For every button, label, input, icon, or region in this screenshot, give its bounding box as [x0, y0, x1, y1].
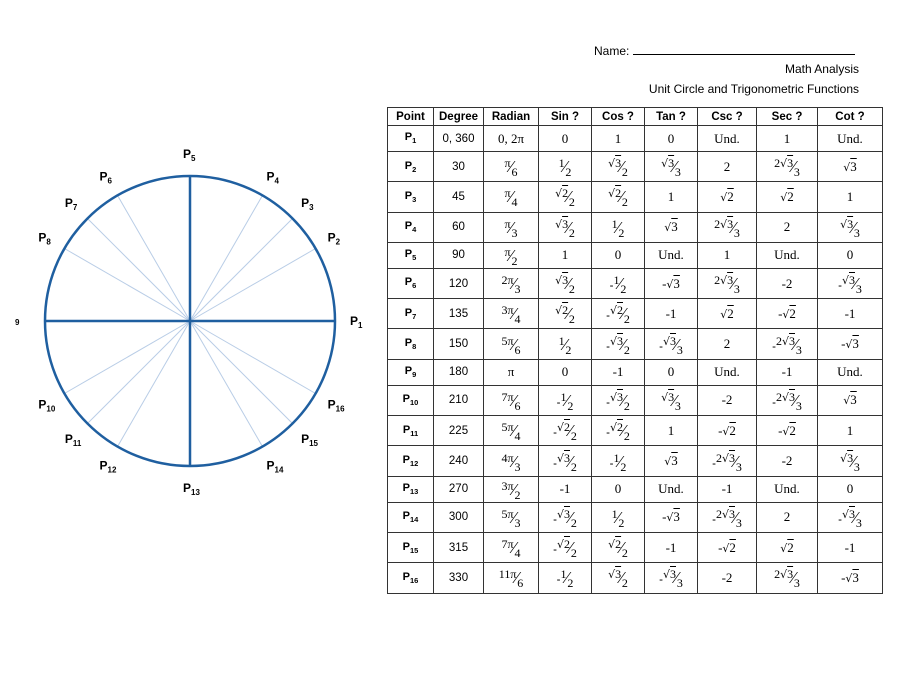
value-cell: √3⁄2 [539, 268, 592, 298]
value-cell: Und. [818, 126, 883, 152]
value-cell: √2 [757, 182, 818, 212]
value-cell: Und. [818, 359, 883, 385]
value-cell: 1 [645, 416, 698, 446]
circle-point-label: $P_{13}$ [183, 481, 200, 497]
value-cell: 0 [645, 126, 698, 152]
radian-cell: π⁄2 [484, 242, 539, 268]
value-cell: Und. [645, 242, 698, 268]
value-cell: -1 [818, 532, 883, 562]
point-cell: $P_5$ [388, 242, 434, 268]
table-row [388, 268, 883, 298]
radian-cell: 3π⁄4 [484, 299, 539, 329]
value-cell: Und. [645, 476, 698, 502]
circle-point-label: $P_{15}$ [301, 432, 319, 449]
value-cell: -√3 [818, 329, 883, 359]
degree-cell: 210 [434, 385, 484, 415]
value-cell: -√3⁄2 [592, 329, 645, 359]
degree-cell: 60 [434, 212, 484, 242]
table-row [388, 416, 883, 446]
value-cell: -√3⁄2 [539, 502, 592, 532]
point-cell: $P_{12}$ [388, 446, 434, 476]
value-cell: √3⁄2 [592, 152, 645, 182]
radian-cell: 5π⁄3 [484, 502, 539, 532]
guide-line-300 [190, 321, 263, 447]
table-row [388, 182, 883, 212]
value-cell: 2 [698, 152, 757, 182]
value-cell: -√3⁄2 [539, 446, 592, 476]
degree-cell: 150 [434, 329, 484, 359]
degree-cell: 180 [434, 359, 484, 385]
value-cell: -√2 [757, 416, 818, 446]
value-cell: -√3⁄3 [818, 268, 883, 298]
value-cell: 1 [818, 182, 883, 212]
table-row [388, 359, 883, 385]
guide-line-45 [190, 218, 293, 321]
circle-point-label: $P_3$ [301, 195, 314, 212]
radian-cell: 7π⁄6 [484, 385, 539, 415]
degree-cell: 0, 360 [434, 126, 484, 152]
value-cell: -1 [698, 476, 757, 502]
circle-point-label: $P_7$ [64, 195, 78, 212]
value-cell: 0 [818, 476, 883, 502]
guide-line-30 [190, 249, 316, 322]
column-header: Cos ? [592, 108, 645, 126]
column-header: Cot ? [818, 108, 883, 126]
value-cell: √3 [645, 212, 698, 242]
value-cell: √3⁄3 [645, 385, 698, 415]
value-cell: √3⁄2 [539, 212, 592, 242]
name-blank-line[interactable] [633, 42, 855, 55]
circle-point-label: $P_8$ [38, 230, 51, 247]
radian-cell: π [484, 359, 539, 385]
guide-line-150 [64, 249, 190, 322]
value-cell: -2√3⁄3 [698, 502, 757, 532]
guide-line-135 [87, 218, 190, 321]
value-cell: -2 [757, 446, 818, 476]
degree-cell: 225 [434, 416, 484, 446]
point-cell: $P_8$ [388, 329, 434, 359]
value-cell: √2 [757, 532, 818, 562]
table-row [388, 385, 883, 415]
point-cell: $P_{11}$ [388, 416, 434, 446]
value-cell: 2 [757, 212, 818, 242]
radian-cell: 11π⁄6 [484, 563, 539, 593]
point-cell: $P_{14}$ [388, 502, 434, 532]
value-cell: Und. [698, 126, 757, 152]
value-cell: 1⁄2 [592, 212, 645, 242]
value-cell: -1⁄2 [592, 268, 645, 298]
radian-cell: 5π⁄4 [484, 416, 539, 446]
value-cell: -1 [757, 359, 818, 385]
trig-values-table [387, 107, 883, 594]
degree-cell: 300 [434, 502, 484, 532]
value-cell: √3⁄3 [818, 212, 883, 242]
value-cell: Und. [757, 476, 818, 502]
table-row [388, 446, 883, 476]
circle-point-label: $P_4$ [266, 169, 279, 186]
value-cell: √3⁄3 [645, 152, 698, 182]
point-cell: $P_1$ [388, 126, 434, 152]
column-header: Sin ? [539, 108, 592, 126]
table-row [388, 563, 883, 593]
value-cell: -√3⁄2 [592, 385, 645, 415]
value-cell: 2√3⁄3 [757, 152, 818, 182]
value-cell: √3 [818, 152, 883, 182]
value-cell: -√3 [645, 502, 698, 532]
value-cell: 0 [645, 359, 698, 385]
value-cell: √2⁄2 [539, 182, 592, 212]
value-cell: -2√3⁄3 [757, 385, 818, 415]
value-cell: 1 [757, 126, 818, 152]
degree-cell: 135 [434, 299, 484, 329]
value-cell: 1 [539, 242, 592, 268]
degree-cell: 30 [434, 152, 484, 182]
circle-point-label: $P_{16}$ [327, 397, 345, 414]
value-cell: 0 [539, 359, 592, 385]
degree-cell: 120 [434, 268, 484, 298]
course-title: Math Analysis [784, 62, 859, 76]
value-cell: -1 [539, 476, 592, 502]
value-cell: -√2⁄2 [539, 532, 592, 562]
radian-cell: 3π⁄2 [484, 476, 539, 502]
guide-line-120 [118, 195, 191, 321]
value-cell: 1 [592, 126, 645, 152]
radian-cell: π⁄4 [484, 182, 539, 212]
value-cell: √2⁄2 [539, 299, 592, 329]
value-cell: 1 [818, 416, 883, 446]
table-body [388, 126, 883, 594]
value-cell: √3 [818, 385, 883, 415]
point-cell: $P_{13}$ [388, 476, 434, 502]
point-cell: $P_6$ [388, 268, 434, 298]
value-cell: -1⁄2 [539, 385, 592, 415]
value-cell: √2 [698, 182, 757, 212]
value-cell: -√3 [818, 563, 883, 593]
value-cell: 2√3⁄3 [757, 563, 818, 593]
worksheet-title: Unit Circle and Trigonometric Functions [648, 82, 859, 96]
degree-cell: 90 [434, 242, 484, 268]
value-cell: 2√3⁄3 [698, 212, 757, 242]
name-field[interactable] [594, 42, 855, 58]
value-cell: -2 [757, 268, 818, 298]
point-cell: $P_9$ [388, 359, 434, 385]
radian-cell: 2π⁄3 [484, 268, 539, 298]
circle-point-label: $P_{11}$ [64, 432, 82, 449]
value-cell: -√2⁄2 [539, 416, 592, 446]
point-cell: $P_3$ [388, 182, 434, 212]
column-header: Csc ? [698, 108, 757, 126]
degree-cell: 240 [434, 446, 484, 476]
radian-cell: 4π⁄3 [484, 446, 539, 476]
value-cell: Und. [698, 359, 757, 385]
value-cell: 1 [698, 242, 757, 268]
radian-cell: 7π⁄4 [484, 532, 539, 562]
value-cell: -1⁄2 [539, 563, 592, 593]
value-cell: -√2 [698, 416, 757, 446]
radian-cell: 0, 2π [484, 126, 539, 152]
table-row [388, 532, 883, 562]
value-cell: -√2 [698, 532, 757, 562]
degree-cell: 270 [434, 476, 484, 502]
value-cell: -1 [645, 299, 698, 329]
value-cell: -√3⁄3 [645, 563, 698, 593]
value-cell: √2 [698, 299, 757, 329]
column-header: Tan ? [645, 108, 698, 126]
value-cell: Und. [757, 242, 818, 268]
table-row [388, 502, 883, 532]
radian-cell: π⁄6 [484, 152, 539, 182]
value-cell: -1 [645, 532, 698, 562]
value-cell: -2√3⁄3 [757, 329, 818, 359]
circle-point-label: $P_{14}$ [266, 458, 284, 475]
table-row [388, 476, 883, 502]
value-cell: -√3⁄3 [645, 329, 698, 359]
value-cell: -√3⁄3 [818, 502, 883, 532]
guide-line-330 [190, 321, 316, 394]
point-cell: $P_{10}$ [388, 385, 434, 415]
value-cell: 1⁄2 [539, 152, 592, 182]
value-cell: -√2⁄2 [592, 416, 645, 446]
point-cell: $P_2$ [388, 152, 434, 182]
column-header: Radian [484, 108, 539, 126]
value-cell: -2√3⁄3 [698, 446, 757, 476]
value-cell: -1 [592, 359, 645, 385]
value-cell: √3⁄3 [818, 446, 883, 476]
degree-cell: 330 [434, 563, 484, 593]
degree-cell: 315 [434, 532, 484, 562]
degree-cell: 45 [434, 182, 484, 212]
value-cell: 0 [592, 476, 645, 502]
name-label: Name: [594, 44, 630, 58]
circle-point-label: 9 [15, 318, 20, 327]
guide-line-60 [190, 195, 263, 321]
value-cell: -√3 [645, 268, 698, 298]
circle-point-label: $P_5$ [183, 147, 196, 163]
value-cell: -2 [698, 563, 757, 593]
guide-line-315 [190, 321, 293, 424]
value-cell: √3⁄2 [592, 563, 645, 593]
table-row [388, 242, 883, 268]
table-row [388, 212, 883, 242]
table-row [388, 329, 883, 359]
point-cell: $P_{16}$ [388, 563, 434, 593]
guide-line-210 [64, 321, 190, 394]
value-cell: -2 [698, 385, 757, 415]
radian-cell: 5π⁄6 [484, 329, 539, 359]
value-cell: -√2 [757, 299, 818, 329]
table-row [388, 299, 883, 329]
value-cell: 1⁄2 [592, 502, 645, 532]
guide-line-240 [118, 321, 191, 447]
column-header: Sec ? [757, 108, 818, 126]
value-cell: -1⁄2 [592, 446, 645, 476]
value-cell: 1⁄2 [539, 329, 592, 359]
value-cell: -√2⁄2 [592, 299, 645, 329]
value-cell: √2⁄2 [592, 532, 645, 562]
point-cell: $P_7$ [388, 299, 434, 329]
value-cell: 2 [757, 502, 818, 532]
point-cell: $P_{15}$ [388, 532, 434, 562]
unit-circle-diagram [0, 120, 380, 510]
point-cell: $P_4$ [388, 212, 434, 242]
circle-point-label: $P_1$ [350, 314, 363, 330]
circle-point-label: $P_{10}$ [38, 397, 56, 414]
table-row [388, 152, 883, 182]
value-cell: √3 [645, 446, 698, 476]
value-cell: √2⁄2 [592, 182, 645, 212]
value-cell: -1 [818, 299, 883, 329]
circle-point-label: $P_6$ [99, 169, 112, 186]
column-header: Point [388, 108, 434, 126]
table-header-row [388, 108, 883, 126]
value-cell: 0 [592, 242, 645, 268]
circle-point-label: $P_{12}$ [99, 458, 117, 475]
value-cell: 0 [539, 126, 592, 152]
value-cell: 0 [818, 242, 883, 268]
value-cell: 1 [645, 182, 698, 212]
column-header: Degree [434, 108, 484, 126]
value-cell: 2 [698, 329, 757, 359]
guide-line-225 [87, 321, 190, 424]
table-row [388, 126, 883, 152]
value-cell: 2√3⁄3 [698, 268, 757, 298]
circle-point-label: $P_2$ [327, 230, 341, 247]
radian-cell: π⁄3 [484, 212, 539, 242]
